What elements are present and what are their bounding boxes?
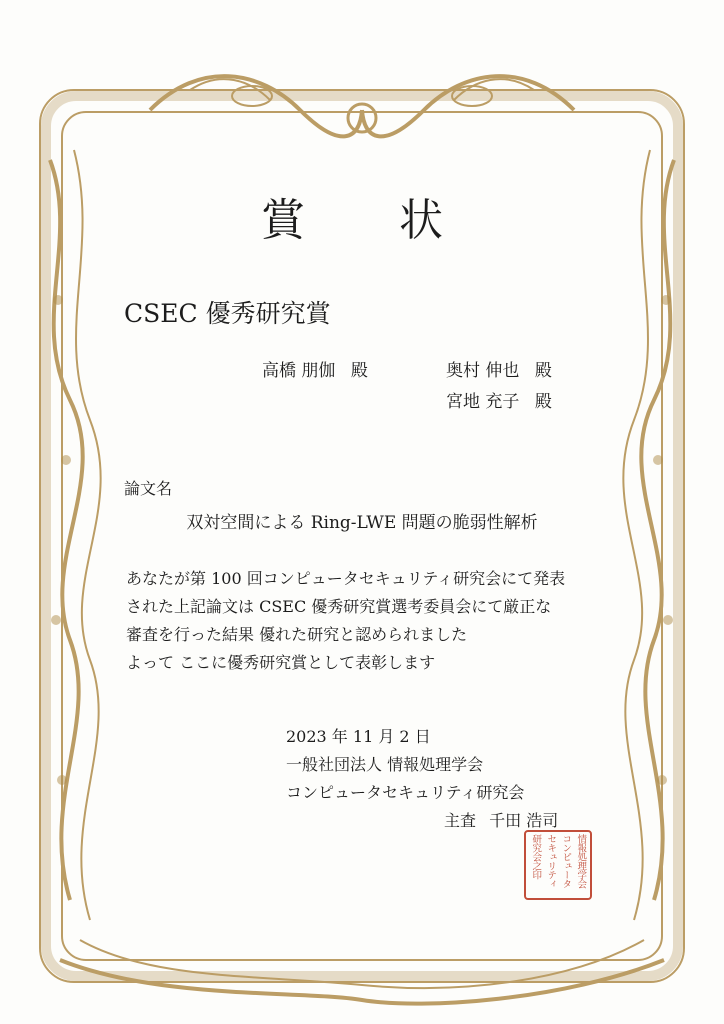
paper-title: 双対空間による Ring-LWE 問題の脆弱性解析 bbox=[186, 513, 538, 533]
chair-signature bbox=[444, 808, 558, 831]
recipient-name: 高橋 朋伽 bbox=[262, 361, 336, 381]
recipient-name: 奥村 伸也 bbox=[446, 361, 520, 381]
official-seal bbox=[524, 830, 592, 900]
award-date: 2023 年 11 月 2 日 bbox=[286, 727, 431, 746]
seal-text: コンピュータ bbox=[560, 834, 572, 888]
recipient-1 bbox=[262, 356, 368, 381]
seal-text: 情報処理学会 bbox=[575, 834, 587, 888]
body-line: 審査を行った結果 優れた研究と認められました bbox=[126, 625, 468, 644]
recipient-2 bbox=[446, 356, 552, 381]
recipient-honorific: 殿 bbox=[350, 361, 368, 381]
recipient-3 bbox=[446, 387, 552, 412]
recipient-honorific: 殿 bbox=[534, 392, 552, 412]
award-name: CSEC 優秀研究賞 bbox=[124, 299, 331, 328]
committee-name: コンピュータセキュリティ研究会 bbox=[286, 783, 525, 802]
organization-name: 一般社団法人 情報処理学会 bbox=[286, 755, 484, 774]
paper-label: 論文名 bbox=[124, 479, 173, 498]
recipient-honorific: 殿 bbox=[534, 361, 552, 381]
chair-title: 主査 bbox=[444, 811, 477, 830]
recipient-name: 宮地 充子 bbox=[446, 392, 520, 412]
chair-name: 千田 浩司 bbox=[489, 811, 559, 830]
body-line: よって ここに優秀研究賞として表彰します bbox=[126, 653, 436, 672]
body-line: された上記論文は CSEC 優秀研究賞選考委員会にて厳正な bbox=[126, 597, 552, 616]
seal-text: 研究会之印 bbox=[530, 834, 542, 879]
body-line: あなたが第 100 回コンピュータセキュリティ研究会にて発表 bbox=[126, 569, 566, 588]
certificate-title: 賞 状 bbox=[261, 195, 483, 246]
seal-text: セキュリティ bbox=[545, 834, 557, 888]
